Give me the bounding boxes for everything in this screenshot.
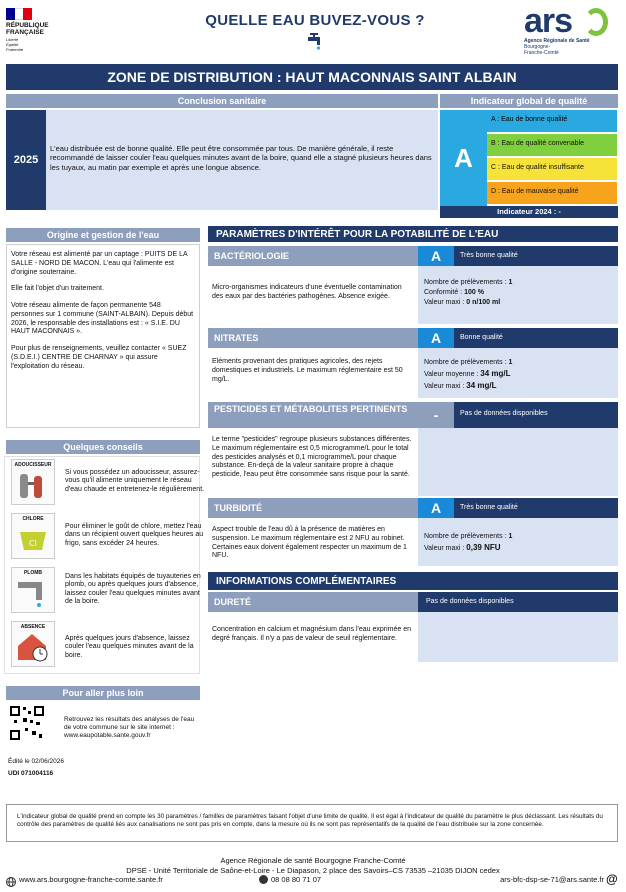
chlorine-icon: CHLORE Cl	[11, 513, 55, 559]
footer-website[interactable]: www.ars.bourgogne-franche-comte.sante.fr	[19, 875, 163, 884]
nitrates-label: Bonne qualité	[454, 328, 618, 348]
marianne-icon	[6, 8, 32, 20]
tips-body	[4, 456, 205, 674]
nitrates-desc: Eléments provenant des pratiques agricoles, des rejets domestiques et industriels. Le maximum réglementaire est 50 mg/L.	[212, 358, 403, 383]
nitrates-stats: Nombre de prélèvements : 1 Valeur moyenne : 34 mg/L Valeur maxi : 34 mg/L	[418, 348, 618, 398]
zone-title: ZONE DE DISTRIBUTION : HAUT MACONNAIS SAINT ALBAIN	[6, 64, 618, 90]
durete-label: Pas de données disponibles	[418, 592, 618, 612]
further-header: Pour aller plus loin	[6, 686, 200, 700]
republique-logo: RÉPUBLIQUE FRANÇAISE Liberté Égalité Fraternité	[6, 8, 66, 56]
bacterio-desc: Micro-organismes indicateurs d'une éventuelle contamination des eaux par des bactéries pathogènes. Absence exigée.	[212, 284, 402, 300]
indicator-grade: A	[440, 110, 487, 206]
indicator-header: Indicateur global de qualité	[440, 94, 618, 108]
turbidite-label: Très bonne qualité	[454, 498, 618, 518]
turbidite-desc: Aspect trouble de l'eau dû à la présence de matières en suspension. Le maximum réglementaire est 2 NFU au robinet. Certaines eaux doivent également respecter un maximum de 1 NFU.	[212, 526, 407, 560]
turbidite-title: TURBIDITÉ	[208, 498, 418, 518]
footer-phone[interactable]: 08 08 80 71 07	[271, 875, 322, 884]
pesticides-label: Pas de données disponibles	[454, 402, 618, 428]
bacterio-label: Très bonne qualité	[454, 246, 618, 266]
softener-icon: ADOUCISSEUR	[11, 459, 55, 505]
grade-legend-b: B : Eau de qualité convenable	[487, 134, 617, 156]
udi-code: UDI 071004116	[8, 770, 54, 777]
durete-desc: Concentration en calcium et magnésium dans l'eau exprimée en degré français. Il n'y a pas de valeur de seuil réglementaire.	[212, 626, 412, 642]
qr-code-icon	[8, 704, 46, 742]
tip-text-lead: Dans les habitats équipés de tuyauteries en plomb, ou après quelques jours d'absence, laissez couler l'eau quelques minutes avant de la boire.	[65, 573, 201, 606]
tips-header: Quelques conseils	[6, 440, 200, 454]
further-link[interactable]: Retrouvez les résultats des analyses de l'eau de votre commune sur le site internet : www.eaupotable.sante.gouv.fr	[64, 716, 195, 739]
nitrates-grade: A	[418, 328, 454, 348]
lead-pipe-icon: PLOMB	[11, 567, 55, 613]
pesticides-title: PESTICIDES ET MÉTABOLITES PERTINENTS	[208, 402, 418, 428]
pesticides-stats	[418, 428, 618, 496]
conclusion-body	[46, 110, 438, 210]
pesticides-desc: Le terme "pesticides" regroupe plusieurs substances différentes. Le maximum réglementaire est 0,5 microgramme/L pour le total des pesticides analysés et 0,1 microgramme/L pour chaque substance. En-deçà de la valeur sanitaire propre à chaque pesticide, l'eau peut être consommée sans risque pour la santé.	[212, 436, 412, 478]
ars-logo: ars Agence Régionale de Santé Bourgogne- Franche-Comté	[524, 4, 616, 56]
pesticides-grade: -	[418, 402, 454, 428]
conclusion-text: L'eau distribuée est de bonne qualité. Elle peut être consommée par tous. De manière générale, il reste recommandé de laisser couler l'eau quelques minutes avant de la boire, quand elle a stagné plusieurs heures dans les tuyaux, au matin par exemple et après une longue absence.	[50, 144, 432, 172]
absence-icon: ABSENCE	[11, 621, 55, 667]
grade-legend-a: A : Eau de bonne qualité	[487, 110, 617, 132]
conclusion-header: Conclusion sanitaire	[6, 94, 438, 108]
page-title: QUELLE EAU BUVEZ-VOUS ?	[205, 12, 425, 29]
bacterio-grade: A	[418, 246, 454, 266]
phone-icon	[259, 875, 268, 884]
at-icon: @	[606, 872, 618, 886]
tip-text-absence: Après quelques jours d'absence, laissez couler l'eau quelques minutes avant de la boire.	[65, 635, 194, 659]
turbidite-stats: Nombre de prélèvements : 1 Valeur maxi : 0,39 NFU	[418, 518, 618, 566]
edited-date: Édité le 02/06/2026	[8, 758, 65, 765]
svg-text:Cl: Cl	[29, 539, 37, 548]
conclusion-year: 2025	[6, 110, 46, 210]
footer-agency: Agence Régionale de santé Bourgogne Franche-Comté	[220, 856, 406, 865]
footer-email[interactable]: ars-bfc-dsp-se-71@ars.sante.fr	[500, 875, 604, 884]
tap-icon	[305, 32, 325, 52]
durete-title: DURETÉ	[208, 592, 418, 612]
indicator-previous: Indicateur 2024 : -	[440, 206, 618, 218]
globe-icon	[6, 874, 16, 884]
turbidite-grade: A	[418, 498, 454, 518]
origin-header: Origine et gestion de l'eau	[6, 228, 200, 242]
origin-body: Votre réseau est alimenté par un captage : PUITS DE LA SALLE - NORD DE MACON. L'eau qui l'alimente est d'origine souterraine. Elle fait l'objet d'un traitement. Votre réseau alimente de façon permanente 548 personnes sur 1 commune (SAINT-ALBAIN). Depuis début 2026, le responsable des installations est : « S.I.E. DU HAUT MACONNAIS ». Pour plus de renseignements, veuillez contacter « SUEZ (S.D.E.I.) CENTRE DE CHARNAY » qui assure l'exploitation du réseau.	[6, 244, 200, 428]
nitrates-title: NITRATES	[208, 328, 418, 348]
bacterio-title: BACTÉRIOLOGIE	[208, 246, 418, 266]
tip-text-chlorine: Pour éliminer le goût de chlore, mettez l'eau dans un récipient ouvert quelques heures au frigo, sans excéder 24 heures.	[65, 523, 204, 547]
bacterio-stats: Nombre de prélèvements : 1 Conformité : 100 % Valeur maxi : 0 n/100 ml	[418, 266, 618, 324]
footer-address: DPSE - Unité Territoriale de Saône-et-Loire - Le Diapason, 2 place des Savoirs–CS 73535 –21035 DIJON cedex	[126, 866, 500, 875]
params-header: PARAMÈTRES D'INTÉRÊT POUR LA POTABILITÉ DE L'EAU	[208, 226, 618, 242]
footnote: L'indicateur global de qualité prend en compte les 30 paramètres / familles de paramètres faisant l'objet d'une limite de qualité. Il est égal à l'indicateur de qualité du paramètre le plus déclassant. Les résultats du contrôle des paramètres de qualité liés aux canalisations ne sont pas pris en compte, dans la mesure où ils ne sont pas représentatifs de la qualité de l'eau distribuée sur la zone concernée.	[6, 804, 618, 842]
durete-stats	[418, 612, 618, 662]
info-header: INFORMATIONS COMPLÉMENTAIRES	[208, 572, 618, 590]
tip-text-softener: Si vous possédez un adoucisseur, assurez-vous qu'il alimente uniquement le réseau d'eau chaude et entretenez-le régulièrement.	[65, 469, 205, 493]
grade-legend-d: D : Eau de mauvaise qualité	[487, 182, 617, 204]
grade-legend-c: C : Eau de qualité insuffisante	[487, 158, 617, 180]
